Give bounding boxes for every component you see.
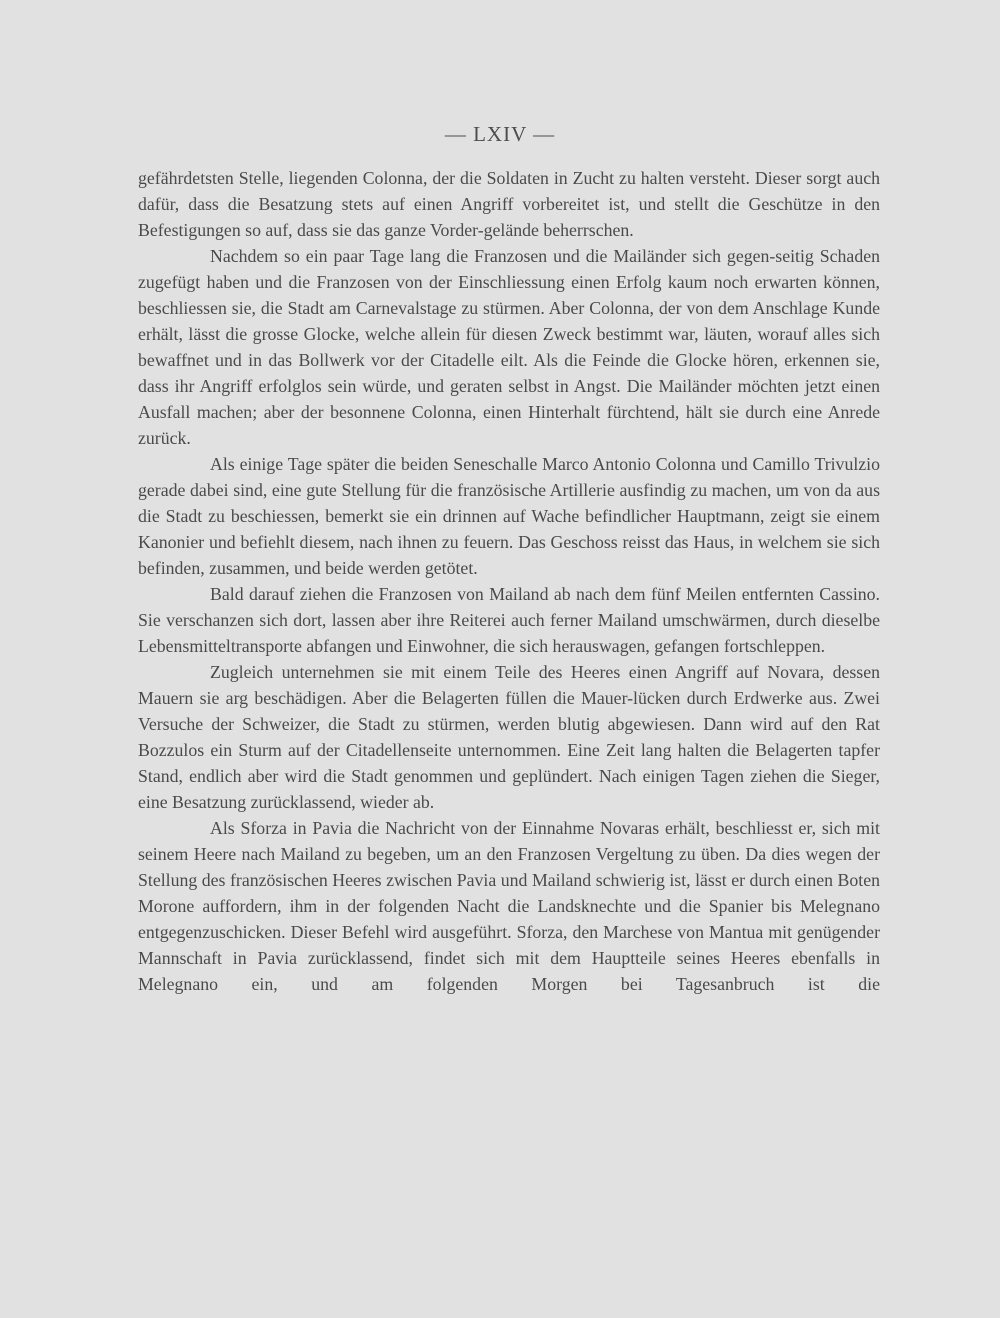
body-text xyxy=(138,165,880,997)
page-number: — LXIV — xyxy=(444,122,556,146)
paragraph-2 xyxy=(138,243,880,451)
paragraph-6 xyxy=(138,815,880,997)
paragraph-4 xyxy=(138,581,880,659)
paragraph-6-text: Als Sforza in Pavia die Nachricht von der Einnahme Novaras erhält, beschliesst er, sich mit seinem Heere nach Mailand zu begeben, um an den Franzosen Vergeltung zu üben. Da dies wegen der Stellung des französischen Heeres zwischen Pavia und Mailand schwierig ist, lässt er durch einen Boten Morone auffordern, ihm in der folgenden Nacht die Landsknechte und die Spanier bis Melegnano entgegenzuschicken. Dieser Befehl wird ausgeführt. Sforza, den Marchese von Mantua mit genügender Mannschaft in Pavia zurücklassend, findet sich mit dem Hauptteile seines Heeres ebenfalls in Melegnano ein, und am folgenden Morgen bei Tagesanbruch ist die xyxy=(138,818,880,994)
paragraph-5 xyxy=(138,659,880,815)
paragraph-5-text: Zugleich unternehmen sie mit einem Teile des Heeres einen Angriff auf Novara, dessen Mauern sie arg beschädigen. Aber die Belagerten füllen die Mauer-lücken durch Erdwerke aus. Zwei Versuche der Schweizer, die Stadt zu stürmen, werden blutig abgewiesen. Dann wird auf den Rat Bozzulos ein Sturm auf der Citadellenseite unternommen. Eine Zeit lang halten die Belagerten tapfer Stand, endlich aber wird die Stadt genommen und geplündert. Nach einigen Tagen ziehen die Sieger, eine Besatzung zurücklassend, wieder ab. xyxy=(138,662,880,812)
paragraph-3 xyxy=(138,451,880,581)
paragraph-1-text: gefährdetsten Stelle, liegenden Colonna, der die Soldaten in Zucht zu halten versteht. Dieser sorgt auch dafür, dass die Besatzung stets auf einen Angriff vorbereitet ist, und stellt die Geschütze in den Befestigungen so auf, dass sie das ganze Vorder-gelände beherrschen. xyxy=(138,168,880,240)
paragraph-3-text: Als einige Tage später die beiden Seneschalle Marco Antonio Colonna und Camillo Trivulzio gerade dabei sind, eine gute Stellung für die französische Artillerie ausfindig zu machen, um von da aus die Stadt zu beschiessen, bemerkt sie ein drinnen auf Wache befindlicher Hauptmann, zeigt sie einem Kanonier und befiehlt diesem, nach ihnen zu feuern. Das Geschoss reisst das Haus, in welchem sie sich befinden, zusammen, und beide werden getötet. xyxy=(138,454,880,578)
paragraph-2-text: Nachdem so ein paar Tage lang die Franzosen und die Mailänder sich gegen-seitig Schaden zugefügt haben und die Franzosen von der Einschliessung einen Erfolg kaum noch erwarten können, beschliessen sie, die Stadt am Carnevalstage zu stürmen. Aber Colonna, der von dem Anschlage Kunde erhält, lässt die grosse Glocke, welche allein für diesen Zweck bestimmt war, läuten, worauf alles sich bewaffnet und in das Bollwerk vor der Citadelle eilt. Als die Feinde die Glocke hören, erkennen sie, dass ihr Angriff erfolglos sein würde, und geraten selbst in Angst. Die Mailänder möchten jetzt einen Ausfall machen; aber der besonnene Colonna, einen Hinterhalt fürchtend, hält sie durch eine Anrede zurück. xyxy=(138,246,880,448)
paragraph-4-text: Bald darauf ziehen die Franzosen von Mailand ab nach dem fünf Meilen entfernten Cassino. Sie verschanzen sich dort, lassen aber ihre Reiterei auch ferner Mailand umschwärmen, durch dieselbe Lebensmitteltransporte abfangen und Einwohner, die sich herauswagen, gefangen fortschleppen. xyxy=(138,584,880,656)
paragraph-1 xyxy=(138,165,880,243)
